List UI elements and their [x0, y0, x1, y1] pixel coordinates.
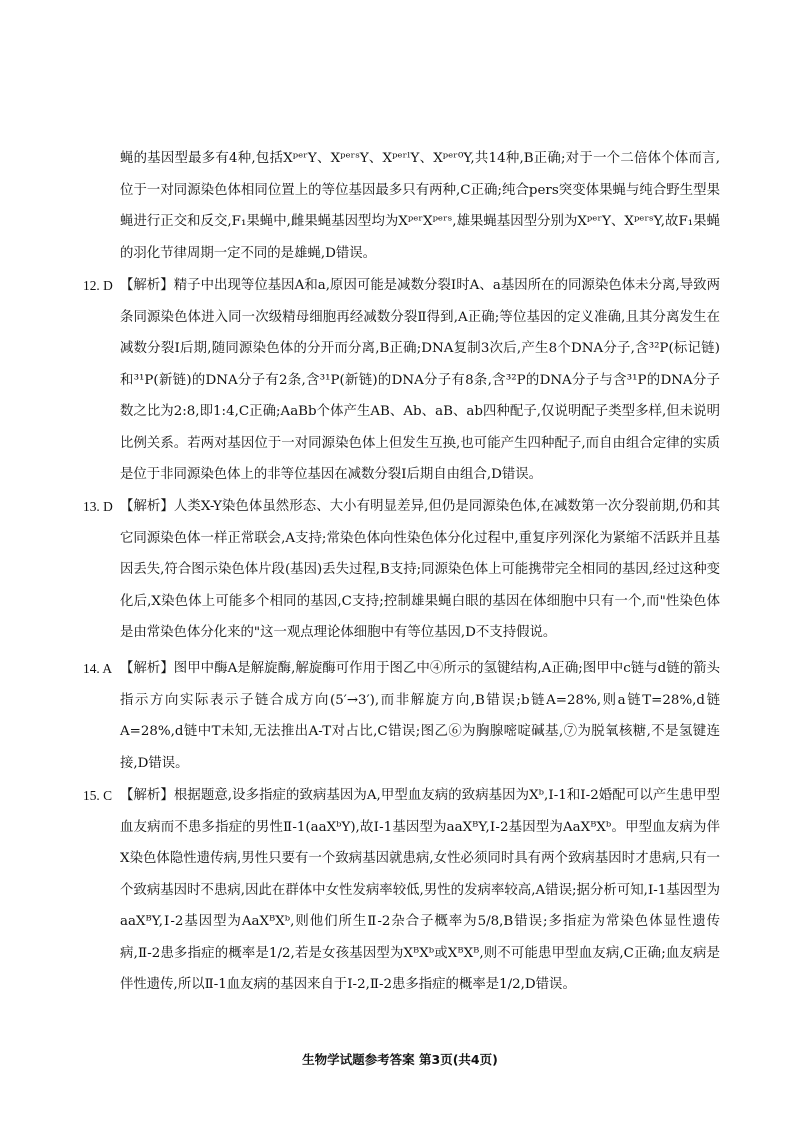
answer-explanation: 【解析】图甲中酶A是解旋酶,解旋酶可作用于图乙中④所示的氢键结构,A正确;图甲中c链与d链的箭头指示方向实际表示子链合成方向(5′→3′),而非解旋方向,B错误;b链A=28%,则a链T=28%,d链A=28%,d链中T未知,无法推出A-T对占比,C错误;图乙⑥为胸腺嘧啶碱基,⑦为脱氧核糖,不是氢键连接,D错误。 — [120, 661, 720, 771]
answer-number: 13. D — [83, 499, 113, 514]
answer-number: 14. A — [83, 661, 113, 676]
answer-number: 12. D — [83, 278, 113, 293]
answer-number: 15. C — [83, 788, 113, 803]
answer-explanation: 【解析】精子中出现等位基因A和a,原因可能是减数分裂Ⅰ时A、a基因所在的同源染色体未分离,导致两条同源染色体进入同一次级精母细胞再经减数分裂Ⅱ得到,A正确;等位基因的定义准确,且其分离发生在减数分裂Ⅰ后期,随同源染色体的分开而分离,B正确;DNA复制3次后,产生8个DNA分子,含³²P(标记链)和³¹P(新链)的DNA分子有2条,含³¹P(新链)的DNA分子有8条,含³²P的DNA分子与含³¹P的DNA分子数之比为2:8,即1:4,C正确;AaBb个体产生AB、Ab、aB、ab四种配子,仅说明配子类型多样,但未说明比例关系。若两对基因位于一对同源染色体上但发生互换,也可能产生四种配子,而自由组合定律的实质是位于非同源染色体上的非等位基因在减数分裂Ⅰ后期自由组合,D错误。 — [120, 278, 720, 482]
continued-paragraph: 蝇的基因型最多有4种,包括XᵖᵉʳY、XᵖᵉʳˢY、XᵖᵉʳˡY、Xᵖᵉʳ⁰Y,共14种,B正确;对于一个二倍体个体而言,位于一对同源染色体相同位置上的等位基因最多只有两种,C正确;纯合pers突变体果蝇与纯合野生型果蝇进行正交和反交,F₁果蝇中,雌果蝇基因型均为XᵖᵉʳXᵖᵉʳˢ,雄果蝇基因型分别为XᵖᵉʳY、XᵖᵉʳˢY,故F₁果蝇的羽化节律周期一定不同的是雄蝇,D错误。 — [120, 151, 720, 261]
page-footer: 生物学试题参考答案 第3页(共4页) — [302, 1052, 498, 1067]
answer-explanation: 【解析】根据题意,设多指症的致病基因为A,甲型血友病的致病基因为Xᵇ,Ⅰ-1和Ⅰ-2婚配可以产生患甲型血友病而不患多指症的男性Ⅱ-1(aaXᵇY),故Ⅰ-1基因型为aaXᴮY,Ⅰ-2基因型为AaXᴮXᵇ。甲型血友病为伴X染色体隐性遗传病,男性只要有一个致病基因就患病,女性必须同时具有两个致病基因时才患病,只有一个致病基因时不患病,因此在群体中女性发病率较低,男性的发病率较高,A错误;据分析可知,Ⅰ-1基因型为aaXᴮY,Ⅰ-2基因型为AaXᴮXᵇ,则他们所生Ⅱ-2杂合子概率为5/8,B错误;多指症为常染色体显性遗传病,Ⅱ-2患多指症的概率是1/2,若是女孩基因型为XᴮXᵇ或XᴮXᴮ,则不可能患甲型血友病,C正确;血友病是伴性遗传,所以Ⅱ-1血友病的基因来自于Ⅰ-2,Ⅱ-2患多指症的概率是1/2,D错误。 — [120, 788, 720, 992]
answer-explanation: 【解析】人类X-Y染色体虽然形态、大小有明显差异,但仍是同源染色体,在减数第一次分裂前期,仍和其它同源染色体一样正常联会,A支持;常染色体向性染色体分化过程中,重复序列深化为紧缩不活跃并且基因丢失,符合图示染色体片段(基因)丢失过程,B支持;同源染色体上可能携带完全相同的基因,经过这种变化后,X染色体上可能多个相同的基因,C支持;控制雄果蝇白眼的基因在体细胞中只有一个,而"性染色体是由常染色体分化来的"这一观点理论体细胞中有等位基因,D不支持假说。 — [120, 499, 720, 640]
